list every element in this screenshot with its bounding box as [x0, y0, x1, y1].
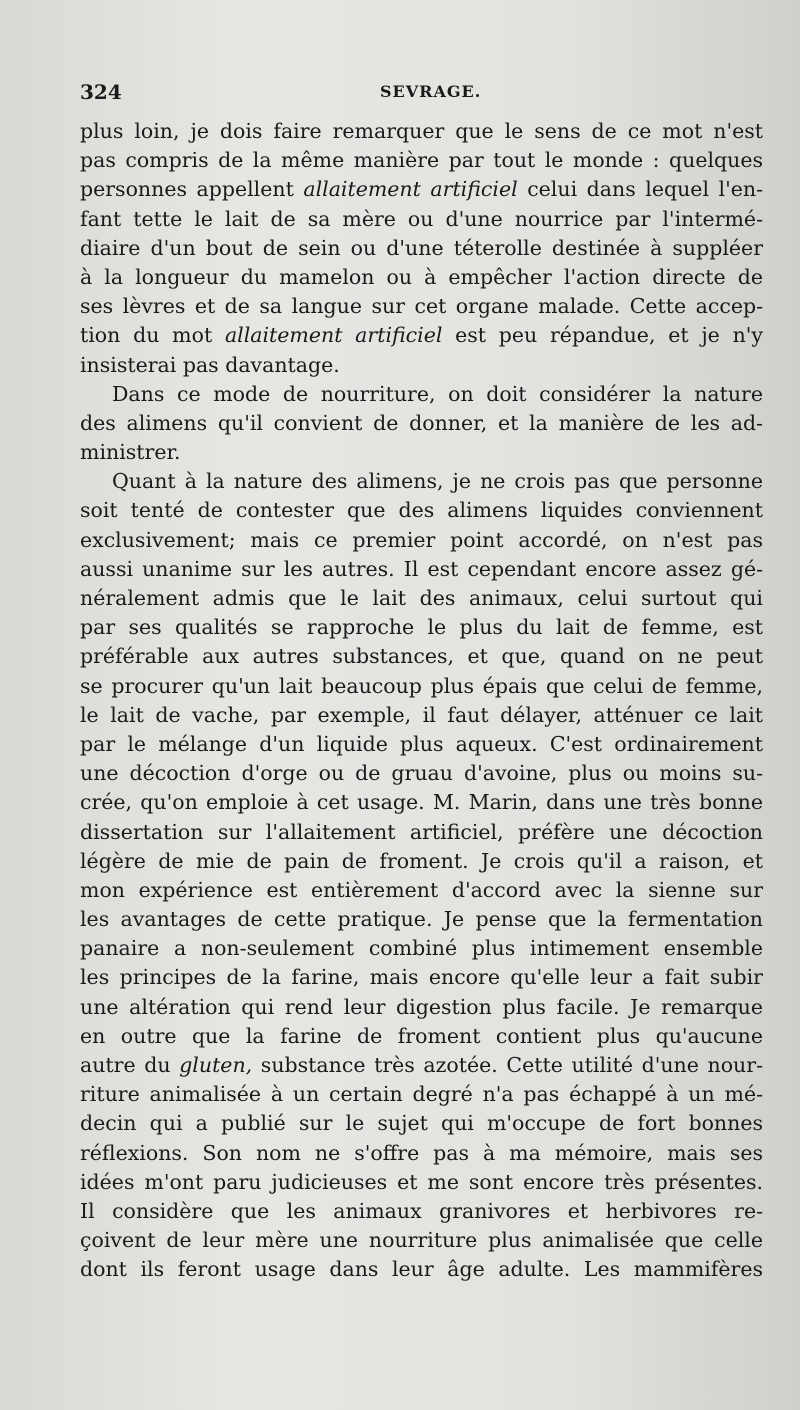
text-line [80, 1197, 763, 1226]
text-segment: par ses qualités se rapproche le plus du lait de femme, est [80, 615, 763, 640]
text-line [80, 1226, 763, 1255]
text-segment: fant tette le lait de sa mère ou d'une nourrice par l'intermé- [80, 206, 763, 231]
text-line [80, 876, 763, 905]
text-segment: est peu répandue, et je n'y [442, 323, 763, 348]
text-line [80, 555, 763, 584]
text-segment: préférable aux autres substances, et que, quand on ne peut [80, 644, 763, 669]
italic-term: gluten, [179, 1053, 253, 1077]
text-segment: soit tenté de contester que des alimens liquides conviennent [80, 498, 763, 523]
text-segment: tion du mot [80, 323, 225, 348]
italic-term: allaitement artificiel [303, 177, 518, 202]
text-line [80, 234, 763, 263]
text-segment: le lait de vache, par exemple, il faut délayer, atténuer ce lait [80, 702, 763, 727]
text-segment: crée, qu'on emploie à cet usage. M. Marin, dans une très bonne [80, 790, 763, 815]
text-segment: ses lèvres et de sa langue sur cet organe malade. Cette accep- [80, 294, 763, 319]
page-number: 324 [80, 80, 122, 104]
page-header [80, 80, 760, 110]
italic-term: allaitement artificiel [224, 323, 443, 348]
text-line [80, 117, 763, 146]
text-segment: mon expérience est entièrement d'accord avec la sienne sur [80, 877, 763, 902]
text-line [80, 701, 763, 730]
text-line [80, 1080, 763, 1109]
text-line [80, 438, 763, 467]
text-segment: une altération qui rend leur digestion plus facile. Je remarque [80, 994, 763, 1019]
text-segment: une décoction d'orge ou de gruau d'avoine, plus ou moins su- [80, 761, 763, 786]
text-line [80, 934, 763, 963]
text-line [80, 263, 763, 292]
text-segment: ministrer. [80, 440, 181, 465]
text-line [80, 1255, 763, 1284]
text-line [80, 963, 763, 992]
text-line [80, 818, 763, 847]
text-segment: celui dans lequel l'en- [517, 177, 764, 202]
text-line [80, 321, 763, 350]
text-segment: se procurer qu'un lait beaucoup plus épais que celui de femme, [80, 673, 763, 698]
text-segment: Il considère que les animaux granivores et herbivores re- [80, 1198, 763, 1223]
text-line [80, 672, 763, 701]
text-line [80, 1139, 763, 1168]
text-segment: en outre que la farine de froment contient plus qu'aucune [80, 1023, 763, 1048]
text-segment: légère de mie de pain de froment. Je crois qu'il a raison, et [80, 848, 763, 873]
text-segment: plus loin, je dois faire remarquer que le sens de ce mot n'est [80, 119, 763, 143]
text-segment: çoivent de leur mère une nourriture plus animalisée que celle [80, 1228, 763, 1253]
text-segment: substance très azotée. Cette utilité d'une nour- [252, 1053, 763, 1077]
text-segment: néralement admis que le lait des animaux, celui surtout qui [80, 586, 763, 610]
text-line [80, 905, 763, 934]
text-line [80, 496, 763, 525]
text-segment: Quant à la nature des alimens, je ne crois pas que personne [112, 469, 763, 494]
text-segment: aussi unanime sur les autres. Il est cependant encore assez gé- [80, 556, 763, 581]
text-line [80, 146, 763, 175]
text-segment: réflexions. Son nom ne s'offre pas à ma mémoire, mais ses [80, 1140, 763, 1165]
text-line [80, 847, 763, 876]
text-segment: exclusivement; mais ce premier point accordé, on n'est pas [80, 527, 763, 552]
text-line [80, 1168, 763, 1197]
text-line [80, 292, 763, 321]
text-line [80, 642, 763, 671]
text-segment: riture animalisée à un certain degré n'a pas échappé à un mé- [80, 1082, 763, 1107]
text-line [80, 993, 763, 1022]
text-segment: decin qui a publié sur le sujet qui m'occupe de fort bonnes [80, 1111, 763, 1136]
text-segment: idées m'ont paru judicieuses et me sont encore très présentes. [80, 1169, 763, 1194]
text-segment: personnes appellent [80, 177, 304, 202]
text-line [80, 380, 763, 409]
text-segment: panaire a non-seulement combiné plus intimement ensemble [80, 936, 763, 961]
text-segment: autre du [80, 1053, 180, 1077]
text-segment: pas compris de la même manière par tout le monde : quelques [80, 148, 763, 173]
text-segment: dissertation sur l'allaitement artificiel, préfère une décoction [80, 819, 763, 844]
text-segment: insisterai pas davantage. [80, 352, 340, 377]
text-line [80, 759, 763, 788]
text-segment: dont ils feront usage dans leur âge adulte. Les mammifères [80, 1257, 763, 1282]
text-line [80, 788, 763, 817]
text-segment: des alimens qu'il convient de donner, et la manière de les ad- [80, 410, 763, 435]
text-segment: à la longueur du mamelon ou à empêcher l'action directe de [80, 264, 763, 289]
text-segment: les avantages de cette pratique. Je pense que la fermentation [80, 907, 763, 932]
text-segment: par le mélange d'un liquide plus aqueux. C'est ordinairement [80, 731, 763, 756]
text-line [80, 409, 763, 438]
text-segment: Dans ce mode de nourriture, on doit considérer la nature [112, 381, 763, 406]
body-text [80, 117, 763, 1285]
running-head: SEVRAGE. [380, 82, 482, 101]
text-line [80, 526, 763, 555]
text-segment: diaire d'un bout de sein ou d'une téterolle destinée à suppléer [80, 235, 763, 260]
text-line [80, 175, 763, 204]
text-segment: les principes de la farine, mais encore qu'elle leur a fait subir [80, 965, 763, 990]
text-line [80, 584, 763, 613]
text-line [80, 467, 763, 496]
text-line [80, 1051, 763, 1080]
text-line [80, 730, 763, 759]
text-line [80, 351, 763, 380]
text-line [80, 1109, 763, 1138]
text-line [80, 613, 763, 642]
text-line [80, 205, 763, 234]
text-line [80, 1022, 763, 1051]
